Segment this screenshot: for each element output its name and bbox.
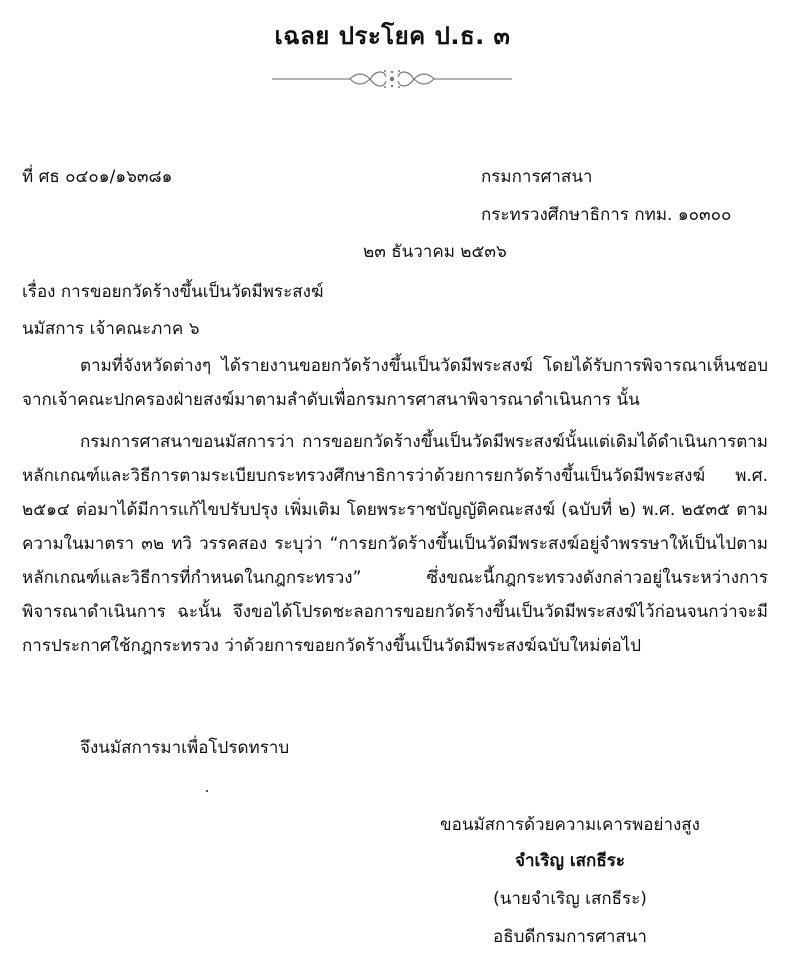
organization-address: กระทรวงศึกษาธิการ กทม. ๑๐๓๐๐ [481, 205, 732, 225]
body-paragraph-2 [22, 425, 768, 663]
salutation-line: นมัสการ เจ้าคณะภาค ๖ [22, 319, 200, 339]
body-paragraph-1-text: ตามที่จังหวัดต่างๆ ได้รายงานขอยกวัดร้างขึ้นเป็นวัดมีพระสงฆ์ โดยได้รับการพิจารณาเห็นชอบจากเจ้าคณะปกครองฝ่ายสงฆ์มาตามลำดับเพื่อกรมการศาสนาพิจารณาดำเนินการ นั้น [22, 356, 768, 410]
document-date: ๒๓ ธันวาคม ๒๕๓๖ [363, 242, 507, 262]
body-paragraph-3-text: จึงนมัสการมาเพื่อโปรดทราบ [80, 738, 290, 758]
body-paragraph-2-text: กรมการศาสนาขอนมัสการว่า การขอยกวัดร้างขึ้นเป็นวัดมีพระสงฆ์นั้นแต่เดิมได้ดำเนินการตามหลักเกณฑ์และวิธีการตามระเบียบกระทรวงศึกษาธิการว่าด้วยการยกวัดร้างขึ้นเป็นวัดมีพระสงฆ์ พ.ศ. ๒๕๑๔ ต่อมาได้มีการแก้ไขปรับปรุง เพิ่มเติม โดยพระราชบัญญัติคณะสงฆ์ (ฉบับที่ ๒) พ.ศ. ๒๕๓๕ ตามความในมาตรา ๓๒ ทวิ วรรคสอง ระบุว่า “การยกวัดร้างขึ้นเป็นวัดมีพระสงฆ์อยู่จำพรรษาให้เป็นไปตามหลักเกณฑ์และวิธีการที่กำหนดในกฎกระทรวง” ซึ่งขณะนี้กฎกระทรวงดังกล่าวอยู่ในระหว่างการพิจารณาดำเนินการ ฉะนั้น จึงขอได้โปรดชะลอการขอยกวัดร้างขึ้นเป็นวัดมีพระสงฆ์ไว้ก่อนจนกว่าจะมีการประกาศใช้กฎกระทรวง ว่าด้วยการขอยกวัดร้างขึ้นเป็นวัดมีพระสงฆ์ฉบับใหม่ต่อไป [22, 432, 768, 656]
organization-name: กรมการศาสนา [481, 167, 593, 187]
closing-regards: ขอนมัสการด้วยความเคารพอย่างสูง [440, 815, 700, 835]
signer-name: จำเริญ เสกธีระ [515, 851, 625, 871]
document-title: เฉลย ประโยค ป.ธ. ๓ [274, 22, 511, 50]
body-paragraph-3 [22, 731, 768, 765]
body-paragraph-1 [22, 349, 768, 417]
scan-speck [206, 790, 208, 792]
subject-line: เรื่อง การขอยกวัดร้างขึ้นเป็นวัดมีพระสงฆ์ [22, 282, 324, 302]
signer-full-name: (นายจำเริญ เสกธีระ) [493, 889, 647, 909]
reference-number: ที่ ศธ ๐๔๐๑/๑๖๓๘๑ [22, 167, 173, 187]
decorative-flourish-icon [272, 66, 512, 92]
signer-position: อธิบดีกรมการศาสนา [493, 927, 647, 947]
